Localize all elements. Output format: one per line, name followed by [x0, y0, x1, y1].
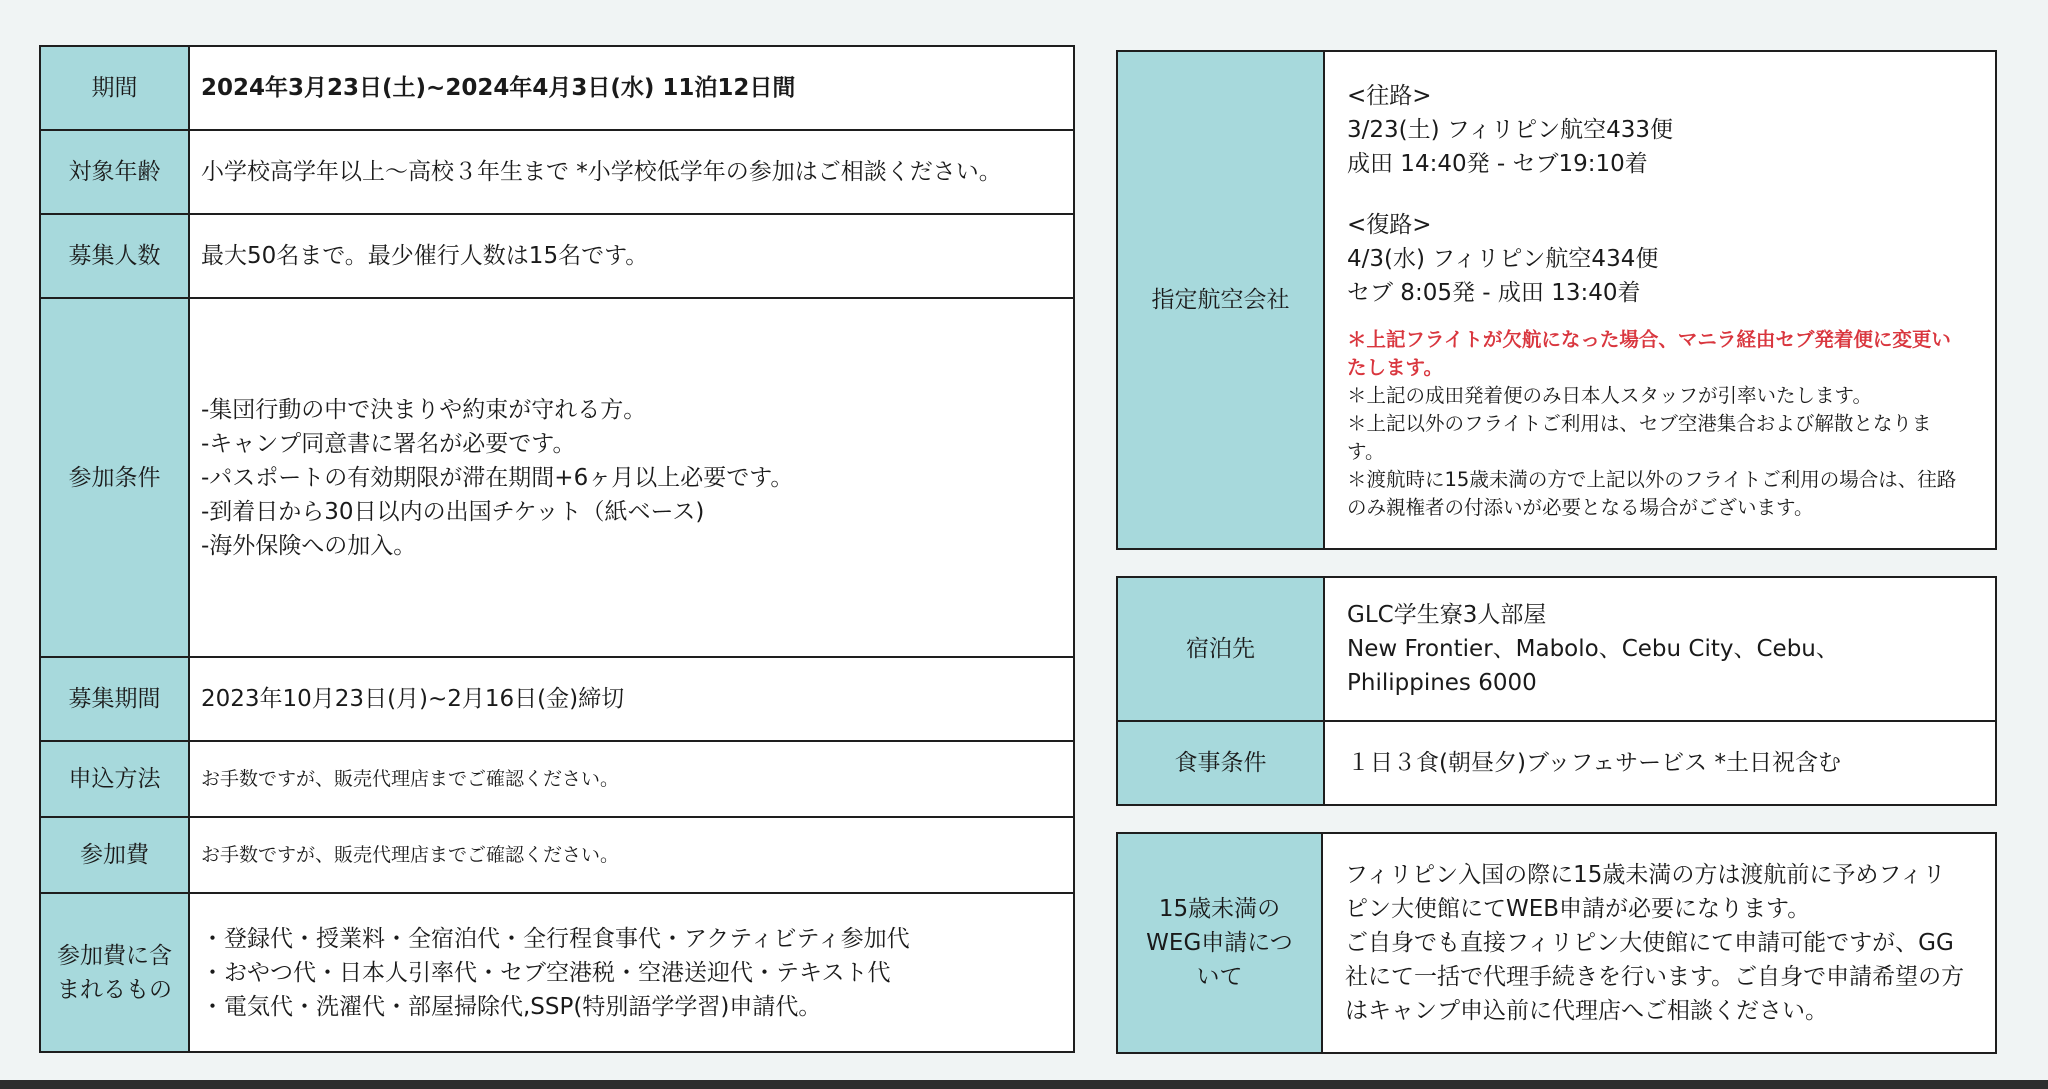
condition-line: -到着日から30日以内の出国チケット（紙ベース) — [201, 498, 705, 525]
apply-method-row — [40, 741, 1074, 817]
fee-includes-label-line: 参加費に含 — [57, 942, 172, 969]
fee-includes-row — [40, 893, 1074, 1052]
outbound-times: 成田 14:40発 - セブ19:10着 — [1347, 150, 1648, 177]
weg-details — [1322, 833, 1996, 1053]
weg-label-line: WEG申請につ — [1146, 930, 1293, 956]
fee-includes-label-line: まれるもの — [57, 976, 172, 1003]
flight-row — [1117, 51, 1996, 549]
recruit-period-value: 2023年10月23日(月)~2月16日(金)締切 — [189, 657, 1074, 741]
recruit-period-label: 募集期間 — [40, 657, 189, 741]
period-row — [40, 46, 1074, 130]
cancellation-warning: ＊上記フライトが欠航になった場合、マニラ経由セブ発着便に変更いたします。 — [1347, 327, 1951, 379]
fee-label: 参加費 — [40, 817, 189, 893]
flight-note: ＊渡航時に15歳未満の方で上記以外のフライトご利用の場合は、往路のみ親権者の付添いが必要となる場合がございます。 — [1347, 467, 1957, 519]
flight-note: ＊上記以外のフライトご利用は、セブ空港集合および解散となります。 — [1347, 411, 1932, 463]
fee-row — [40, 817, 1074, 893]
capacity-label: 募集人数 — [40, 214, 189, 298]
age-row — [40, 130, 1074, 214]
condition-line: -海外保険への加入。 — [201, 532, 417, 559]
apply-method-value: お手数ですが、販売代理店までご確認ください。 — [189, 741, 1074, 817]
outbound-heading: <往路> — [1347, 82, 1432, 109]
weg-label-line: 15歳未満の — [1158, 896, 1281, 922]
capacity-row — [40, 214, 1074, 298]
fee-includes-line: ・電気代・洗濯代・部屋掃除代,SSP(特別語学学習)申請代。 — [201, 993, 822, 1020]
program-details-table — [39, 45, 1075, 1053]
condition-line: -キャンプ同意書に署名が必要です。 — [201, 430, 576, 457]
meals-value: １日３食(朝昼夕)ブッフェサービス *土日祝含む — [1324, 721, 1996, 805]
lodging-value — [1324, 577, 1996, 721]
flight-details — [1324, 51, 1996, 549]
meals-row — [1117, 721, 1996, 805]
period-label: 期間 — [40, 46, 189, 130]
lodging-table — [1116, 576, 1997, 806]
lodging-label: 宿泊先 — [1117, 577, 1324, 721]
recruit-period-row — [40, 657, 1074, 741]
apply-method-label: 申込方法 — [40, 741, 189, 817]
conditions-row — [40, 298, 1074, 657]
weg-table — [1116, 832, 1997, 1054]
flight-table — [1116, 50, 1997, 550]
weg-label — [1117, 833, 1322, 1053]
weg-paragraph: ご自身でも直接フィリピン大使館にて申請可能ですが、GG社にて一括で代理手続きを行います。ご自身で申請希望の方はキャンプ申込前に代理店へご相談ください。 — [1345, 930, 1965, 1024]
flight-note: ＊上記の成田発着便のみ日本人スタッフが引率いたします。 — [1347, 383, 1872, 407]
weg-paragraph: フィリピン入国の際に15歳未満の方は渡航前に予めフィリピン大使館にてWEB申請が必要になります。 — [1345, 862, 1946, 922]
age-label: 対象年齢 — [40, 130, 189, 214]
weg-row — [1117, 833, 1996, 1053]
lodging-name: GLC学生寮3人部屋 — [1347, 602, 1547, 628]
condition-line: -集団行動の中で決まりや約束が守れる方。 — [201, 396, 647, 423]
condition-line: -パスポートの有効期限が滞在期間+6ヶ月以上必要です。 — [201, 464, 794, 491]
age-value — [189, 130, 1074, 214]
fee-includes-line: ・登録代・授業料・全宿泊代・全行程食事代・アクティビティ参加代 — [201, 925, 910, 952]
meals-label: 食事条件 — [1117, 721, 1324, 805]
lodging-address: New Frontier、Mabolo、Cebu City、Cebu、Philippines 6000 — [1347, 636, 1839, 696]
fee-includes-label — [40, 893, 189, 1052]
age-text: 小学校高学年以上～高校３年生まで *小学校低学年の参加はご相談ください。 — [201, 159, 1002, 185]
footer-bar — [0, 1080, 2048, 1089]
outbound-flight: 3/23(土) フィリピン航空433便 — [1347, 116, 1673, 143]
fee-value: お手数ですが、販売代理店までご確認ください。 — [189, 817, 1074, 893]
fee-includes-value — [189, 893, 1074, 1052]
lodging-row — [1117, 577, 1996, 721]
airline-label: 指定航空会社 — [1117, 51, 1324, 549]
conditions-value — [189, 298, 1074, 657]
conditions-label: 参加条件 — [40, 298, 189, 657]
capacity-value: 最大50名まで。最少催行人数は15名です。 — [189, 214, 1074, 298]
fee-includes-line: ・おやつ代・日本人引率代・セブ空港税・空港送迎代・テキスト代 — [201, 959, 891, 986]
weg-label-line: いて — [1196, 964, 1243, 990]
return-heading: <復路> — [1347, 211, 1432, 238]
period-value: 2024年3月23日(土)~2024年4月3日(水) 11泊12日間 — [189, 46, 1074, 130]
return-flight: 4/3(水) フィリピン航空434便 — [1347, 245, 1659, 272]
return-times: セブ 8:05発 - 成田 13:40着 — [1347, 279, 1641, 306]
